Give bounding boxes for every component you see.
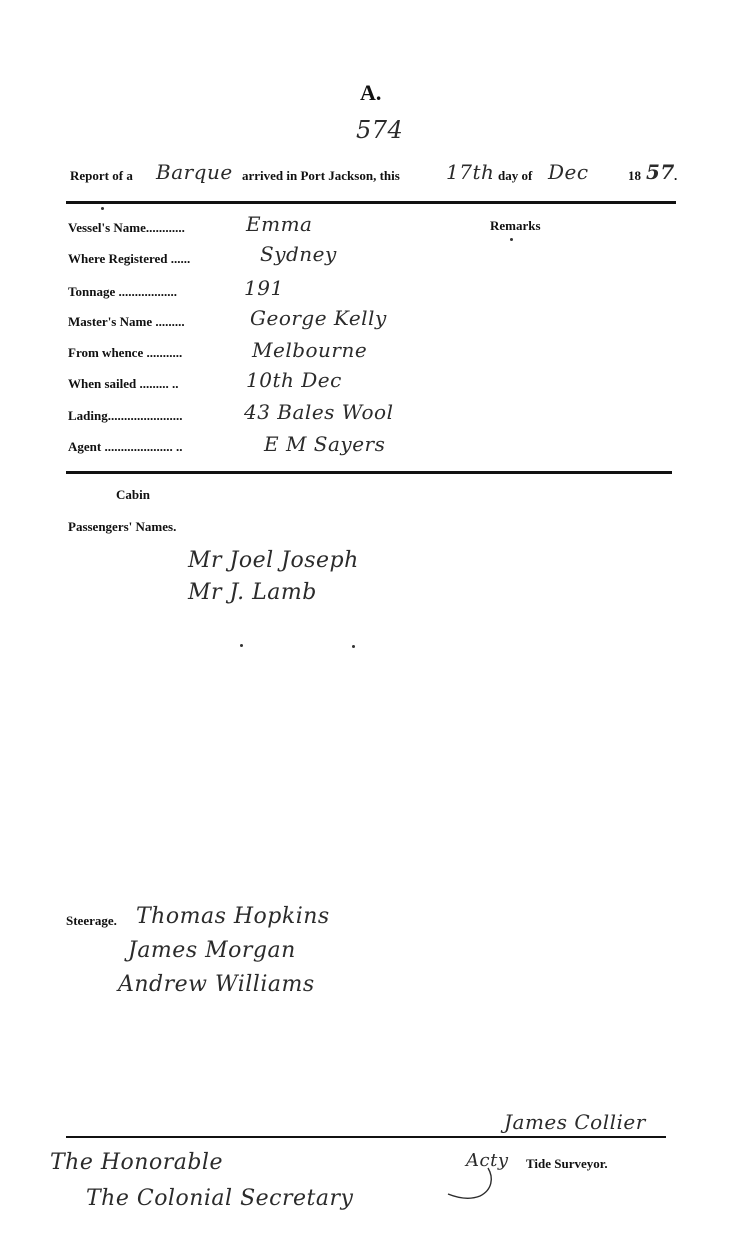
speck (101, 207, 104, 210)
vessel-details (68, 214, 488, 464)
surveyor-signature: James Collier (504, 1110, 646, 1134)
cabin-passenger-1: Mr Joel Joseph (188, 548, 359, 573)
field-value-agent: E M Sayers (264, 432, 386, 456)
report-end: . (674, 168, 678, 183)
field-value-from-whence: Melbourne (252, 338, 368, 362)
field-value-lading: 43 Bales Wool (244, 400, 394, 424)
report-line (70, 160, 690, 194)
field-value-masters-name: George Kelly (250, 306, 387, 330)
bottom-rule (66, 1136, 666, 1138)
field-value-vessel-name: Emma (246, 212, 313, 236)
middle-rule (66, 471, 672, 474)
steerage-passenger-1: Thomas Hopkins (136, 904, 330, 929)
field-label-agent: Agent ..................... .. (68, 439, 183, 454)
speck (352, 645, 355, 648)
form-letter: A. (360, 80, 382, 105)
field-label-vessel-name: Vessel's Name............ (68, 220, 185, 235)
report-day-of: day of (498, 168, 533, 183)
field-value-when-sailed: 10th Dec (246, 368, 342, 392)
steerage-passenger-3: Andrew Williams (118, 972, 315, 997)
steerage-passenger-2: James Morgan (128, 938, 296, 963)
speck (240, 644, 243, 647)
field-value-tonnage: 191 (244, 276, 284, 300)
field-value-where-registered: Sydney (260, 242, 337, 266)
top-rule (66, 201, 676, 204)
acting-mark: Acty (466, 1150, 509, 1171)
cabin-label: Cabin (116, 487, 150, 502)
field-label-where-registered: Where Registered ...... (68, 251, 191, 266)
field-label-when-sailed: When sailed ......... .. (68, 376, 179, 391)
steerage-label: Steerage. (66, 913, 117, 928)
form-number: 574 (356, 116, 404, 144)
remarks-label: Remarks (490, 218, 541, 233)
cabin-passenger-2: Mr J. Lamb (188, 580, 317, 605)
speck (510, 238, 513, 241)
report-month: Dec (548, 160, 589, 184)
report-day: 17th (446, 160, 495, 184)
flourish-icon (440, 1160, 510, 1220)
field-label-tonnage: Tonnage .................. (68, 284, 177, 299)
addressee-line-1: The Honorable (50, 1150, 223, 1175)
report-year-suffix: 57 (646, 160, 675, 184)
report-middle: arrived in Port Jackson, this (242, 168, 400, 183)
report-year-prefix: 18 (628, 168, 641, 183)
report-vessel-type: Barque (156, 160, 233, 184)
addressee-line-2: The Colonial Secretary (86, 1186, 354, 1211)
tide-surveyor-title: Tide Surveyor. (526, 1156, 608, 1171)
report-prefix: Report of a (70, 168, 133, 183)
field-label-lading: Lading....................... (68, 408, 183, 423)
field-label-masters-name: Master's Name ......... (68, 314, 185, 329)
field-label-from-whence: From whence ........... (68, 345, 183, 360)
passengers-label: Passengers' Names. (68, 519, 177, 534)
